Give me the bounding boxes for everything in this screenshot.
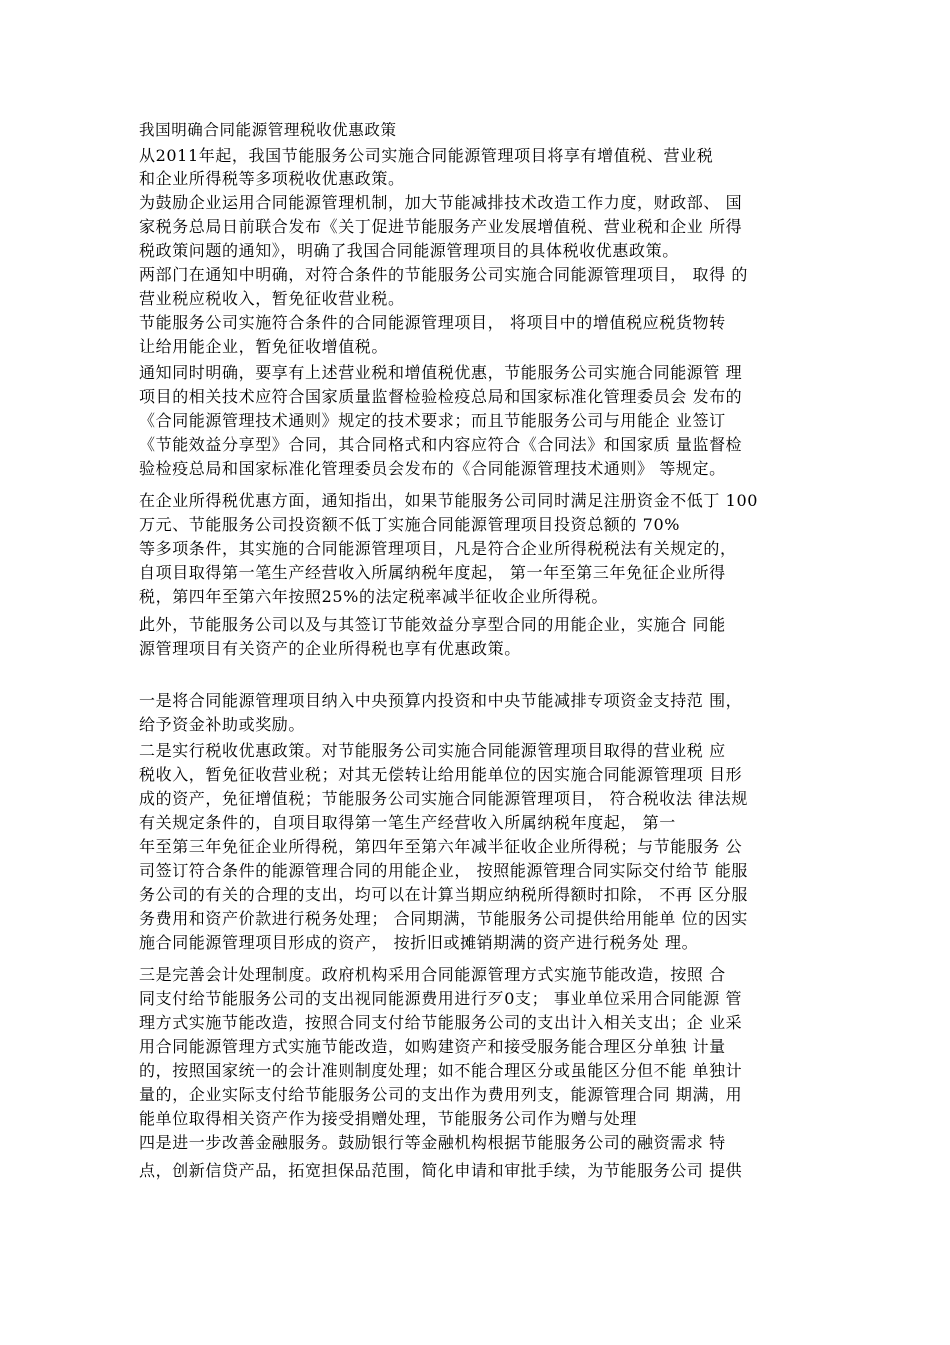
text-line: 司签订符合条件的能源管理合同的用能企业， 按照能源管理合同实际交付给节 能服 xyxy=(139,861,748,880)
text-line: 此外，节能服务公司以及与其签订节能效益分享型合同的用能企业，实施合 同能 xyxy=(139,615,726,634)
text-line: 二是实行税收优惠政策。对节能服务公司实施合同能源管理项目取得的营业税 应 xyxy=(139,741,726,760)
text-line: 自项目取得第一笔生产经营收入所属纳税年度起， 第一年至第三年免征企业所得 xyxy=(139,563,726,582)
text-line: 验检疫总局和国家标准化管理委员会发布的《合同能源管理技术通则》 等规定。 xyxy=(139,459,726,478)
text-line: 有关规定条件的，自项目取得第一笔生产经营收入所属纳税年度起， 第一 xyxy=(139,813,676,832)
text-line: 和企业所得税等多项税收优惠政策。 xyxy=(139,169,405,188)
text-line: 为鼓励企业运用合同能源管理机制，加大节能减排技术改造工作力度，财政部、 国 xyxy=(139,193,743,212)
document-title: 我国明确合同能源管理税收优惠政策 xyxy=(139,121,397,139)
text-line: 施合同能源管理项目形成的资产， 按折旧或摊销期满的资产进行税务处 理。 xyxy=(139,933,699,952)
text-line: 通知同时明确，要享有上述营业税和增值税优惠，节能服务公司实施合同能源管 理 xyxy=(139,363,743,382)
text-line: 家税务总局日前联合发布《关丁促进节能服务产业发展增值税、营业税和企业 所得 xyxy=(139,217,743,236)
text-line: 税政策问题的通知》，明确了我国合同能源管理项目的具体税收优惠政策。 xyxy=(139,241,679,260)
text-line: 三是完善会计处理制度。政府机构采用合同能源管理方式实施节能改造，按照 合 xyxy=(139,965,726,984)
text-line: 给予资金补助或奖励。 xyxy=(139,715,306,734)
text-line: 两部门在通知中明确，对符合条件的节能服务公司实施合同能源管理项目， 取得 的 xyxy=(139,265,748,284)
text-line: 量的，企业实际支付给节能服务公司的支出作为费用列支，能源管理合同 期满，用 xyxy=(139,1085,743,1104)
text-line: 年至第三年免征企业所得税，第四年至第六年减半征收企业所得税；与节能服务 公 xyxy=(139,837,743,856)
text-line: 税，第四年至第六年按照25%的法定税率减半征收企业所得税。 xyxy=(139,587,608,606)
text-line: 点，创新信贷产品，拓宽担保品范围，简化申请和审批手续，为节能服务公司 提供 xyxy=(139,1161,743,1180)
text-line: 理方式实施节能改造，按照合同支付给节能服务公司的支出计入相关支出；企 业采 xyxy=(139,1013,743,1032)
text-line: 能单位取得相关资产作为接受捐赠处理，节能服务公司作为赠与处理 xyxy=(139,1109,638,1128)
text-line: 一是将合同能源管理项目纳入中央预算内投资和中央节能减排专项资金支持范 围， xyxy=(139,691,743,710)
text-line: 务费用和资产价款进行税务处理； 合同期满，节能服务公司提供给用能单 位的因实 xyxy=(139,909,748,928)
text-line: 等多项条件，其实施的合同能源管理项目，凡是符合企业所得税税法有关规定的， xyxy=(139,539,737,558)
text-line: 万元、节能服务公司投资额不低丁实施合同能源管理项目投资总额的 70% xyxy=(139,515,681,534)
text-line: 税收入，暂免征收营业税；对其无偿转让给用能单位的因实施合同能源管理项 目形 xyxy=(139,765,743,784)
text-line: 《合同能源管理技术通则》规定的技术要求；而且节能服务公司与用能企 业签订 xyxy=(139,411,726,430)
text-line: 节能服务公司实施符合条件的合同能源管理项目， 将项目中的增值税应税货物转 xyxy=(139,313,726,332)
text-line: 在企业所得税优惠方面，通知指出，如果节能服务公司同时满足注册资金不低丁 100 xyxy=(139,491,759,510)
text-line: 源管理项目有关资产的企业所得税也享有优惠政策。 xyxy=(139,639,521,658)
text-line: 从2011年起，我国节能服务公司实施合同能源管理项目将享有增值税、营业税 xyxy=(139,146,714,165)
text-line: 用合同能源管理方式实施节能改造，如购建资产和接受服务能合理区分单独 计量 xyxy=(139,1037,726,1056)
text-line: 《节能效益分享型》合同，其合同格式和内容应符合《合同法》和国家质 量监督检 xyxy=(139,435,743,454)
text-line: 成的资产，免征增值税；节能服务公司实施合同能源管理项目， 符合税收法 律法规 xyxy=(139,789,748,808)
text-line: 营业税应税收入，暂免征收营业税。 xyxy=(139,289,405,308)
text-line: 务公司的有关的合理的支出，均可以在计算当期应纳税所得额时扣除， 不再 区分服 xyxy=(139,885,748,904)
text-line: 四是进一步改善金融服务。鼓励银行等金融机构根据节能服务公司的融资需求 特 xyxy=(139,1133,726,1152)
text-line: 让给用能企业，暂免征收增值税。 xyxy=(139,337,389,356)
text-line: 的，按照国家统一的会计准则制度处理；如不能合理区分或虽能区分但不能 单独计 xyxy=(139,1061,743,1080)
text-line: 同支付给节能服务公司的支出视同能源费用进行歹0支； 事业单位采用合同能源 管 xyxy=(139,989,743,1008)
text-line: 项目的相关技术应符合国家质量监督检验检疫总局和国家标准化管理委员会 发布的 xyxy=(139,387,743,406)
